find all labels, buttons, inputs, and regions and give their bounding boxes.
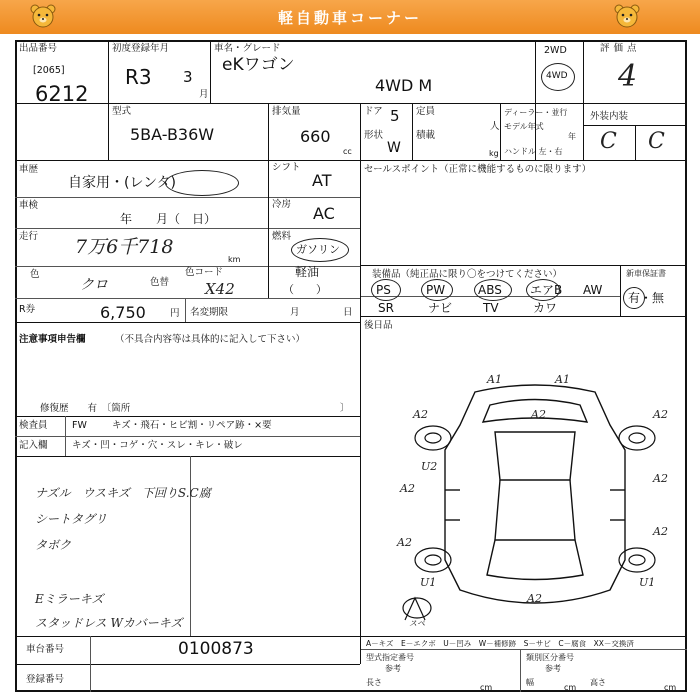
vehicle-damage-diagram — [395, 370, 675, 630]
interior-grade: C — [648, 129, 665, 154]
handwritten-note-3: タボク — [35, 538, 72, 552]
history-rental-circle — [165, 170, 239, 196]
car-grade: 4WD M — [375, 76, 433, 95]
handwritten-note-5: スタッドレス Wカバーキズ — [35, 616, 183, 630]
name-change-month: 月 — [290, 307, 300, 318]
history-value: 自家用・(レンタ) — [68, 175, 177, 191]
loading-unit: kg — [489, 149, 499, 158]
color-code-value: X42 — [205, 280, 235, 298]
equip-pw: PW — [426, 283, 446, 297]
owner-label: 後日品 — [364, 320, 393, 331]
type-designation-label: 型式指定番号 — [366, 653, 414, 662]
history-label: 車歴 — [19, 164, 39, 175]
color-value: クロ — [80, 277, 108, 293]
score-label: 評価点 — [600, 43, 641, 54]
dim-length: 長さ — [366, 678, 382, 687]
loading-label: 積載 — [416, 130, 436, 141]
fuel-blank: （ ） — [283, 283, 327, 296]
equipment-label: 装備品（純正品に限り〇をつけてください） — [372, 269, 563, 280]
handwritten-note-2: シートタグリ — [35, 512, 108, 526]
recycle-unit: 円 — [170, 308, 180, 319]
registration-label: 初度登録年月 — [112, 43, 170, 54]
displacement-label: 排気量 — [272, 106, 301, 117]
shape-label: 形状 — [364, 130, 384, 141]
bear-mascot-right-icon — [612, 3, 642, 31]
drive-2wd-label: 2WD — [544, 45, 567, 56]
notes-label: 注意事項申告欄 — [19, 334, 86, 345]
aircon-label: 冷房 — [272, 199, 292, 210]
fuel-label: 燃料 — [272, 231, 292, 242]
handwritten-note-1: ナズル ウスキズ 下回りS.C腐 — [35, 486, 211, 500]
doors-label: ドア — [364, 106, 383, 117]
diagram-mark-14: スペ — [409, 619, 425, 628]
diagram-mark-4: A2 — [531, 408, 546, 421]
inspector-fw: FW — [72, 420, 87, 431]
inspector-label-a: 検査員 — [19, 420, 48, 431]
shift-value: AT — [312, 171, 332, 190]
category-number-ref: 参考 — [545, 664, 561, 673]
category-number-label: 類別区分番号 — [526, 653, 574, 662]
registration-month-unit: 月 — [199, 89, 209, 100]
diagram-mark-9: A2 — [397, 536, 412, 549]
diagram-mark-10: A2 — [653, 525, 668, 538]
notes-instruction: （不具合内容等は具体的に記入して下さい） — [115, 334, 306, 345]
model-year-label: モデル年式 — [504, 122, 544, 131]
equip-abs-circle — [474, 279, 512, 301]
displacement-value: 660 — [300, 127, 331, 146]
shape-value: W — [387, 140, 401, 156]
registration-era: R3 — [125, 65, 152, 89]
lot-sub-code: [2065] — [33, 65, 65, 76]
inspection-text: 年 月（ 日） — [120, 212, 217, 226]
diagram-mark-11: U1 — [420, 576, 437, 589]
reg-number-label: 登録番号 — [26, 674, 65, 685]
fuel-diesel: 軽油 — [295, 265, 320, 279]
type-designation-ref: 参考 — [385, 664, 401, 673]
model-value: 5BA-B36W — [130, 125, 215, 144]
displacement-unit: cc — [343, 147, 352, 156]
dealer-label: ディーラー・並行 — [504, 108, 568, 117]
diagram-mark-1: A1 — [487, 373, 502, 386]
doors-value: 5 — [390, 107, 400, 125]
name-change-label: 名変期限 — [190, 307, 229, 318]
inspector-row1: キズ・飛石・ヒビ割・リペア跡・×要 — [112, 420, 272, 431]
equip-sr: SR — [378, 301, 394, 315]
ext-int-label: 外装内装 — [590, 111, 629, 122]
header-title: 軽自動車コーナー — [277, 9, 422, 27]
chassis-label: 車台番号 — [26, 644, 65, 655]
score-value: 4 — [618, 59, 638, 94]
name-change-day: 日 — [343, 307, 353, 318]
mileage-unit: km — [228, 255, 241, 264]
diagram-mark-7: A2 — [400, 482, 415, 495]
exterior-grade: C — [600, 129, 617, 154]
equip-aw: AW — [583, 283, 603, 297]
equip-pw-circle — [421, 279, 453, 301]
sales-point-label: セールスポイント（正常に機能するものに限ります） — [364, 164, 592, 175]
warranty-label: 新車保証書 — [626, 269, 666, 278]
repair-history: 修復歴 有 〔箇所 — [40, 403, 131, 414]
recycle-label: R券 — [19, 304, 36, 315]
repair-history-end: 〕 — [340, 403, 350, 414]
diagram-mark-2: A1 — [555, 373, 570, 386]
chassis-value: 0100873 — [178, 639, 254, 659]
equip-ps-circle — [371, 279, 401, 301]
equip-airbag-circle — [526, 279, 563, 301]
diagram-mark-13: A2 — [527, 592, 542, 605]
dim-width: 幅 — [526, 678, 534, 687]
diagram-mark-5: A2 — [653, 408, 668, 421]
equip-tv: TV — [483, 301, 499, 315]
lot-label: 出品番号 — [19, 43, 58, 54]
equip-navi: ナビ — [428, 301, 453, 315]
color-label: 色 — [30, 269, 40, 280]
dim-height-unit: cm — [664, 683, 677, 692]
color-change-label: 色替 — [150, 277, 170, 288]
capacity-unit: 人 — [490, 121, 500, 132]
warranty-value: 有・無 — [628, 291, 665, 305]
diagram-mark-12: U1 — [639, 576, 656, 589]
equip-leather: カワ — [533, 301, 558, 315]
damage-legend: A－キズ E－エクボ U－凹み W－補修跡 S－サビ C－腐食 XX－交換済 — [366, 640, 634, 648]
registration-month: 3 — [183, 68, 193, 86]
capacity-label: 定員 — [416, 106, 436, 117]
inspector-label-b: 記入欄 — [19, 440, 48, 451]
car-label: 車名・グレード — [214, 43, 281, 54]
diagram-mark-8: A2 — [653, 472, 668, 485]
aircon-value: AC — [313, 204, 335, 223]
handle-label: ハンドル 左・右 — [504, 147, 563, 156]
equip-ps: PS — [376, 283, 391, 297]
drive-4wd-label: 4WD — [546, 71, 568, 81]
model-label: 型式 — [112, 106, 132, 117]
bear-mascot-left-icon — [28, 3, 58, 31]
color-code-label: 色コード — [185, 267, 224, 278]
dim-length-unit: cm — [480, 683, 493, 692]
shift-label: シフト — [272, 162, 301, 173]
dim-height: 高さ — [590, 678, 606, 687]
mileage-value: 7万6千718 — [75, 236, 174, 258]
dim-width-unit: cm — [564, 683, 577, 692]
fuel-gasoline: ガソリン — [296, 243, 340, 256]
fuel-gasoline-circle — [291, 238, 349, 262]
lot-number: 6212 — [35, 82, 89, 106]
equip-abs: ABS — [478, 283, 502, 297]
car-name: eKワゴン — [222, 55, 295, 75]
year-unit: 年 — [568, 132, 576, 141]
inspector-row2: キズ・凹・コゲ・穴・スレ・キレ・破レ — [72, 440, 243, 451]
mileage-label: 走行 — [19, 231, 39, 242]
equip-airbag: エアB — [530, 283, 563, 297]
diagram-mark-3: A2 — [413, 408, 428, 421]
inspection-label: 車検 — [19, 200, 39, 211]
handwritten-note-4: Eミラーキズ — [35, 592, 104, 606]
diagram-mark-6: U2 — [421, 460, 438, 473]
recycle-value: 6,750 — [100, 303, 146, 322]
warranty-yes-circle — [623, 287, 645, 309]
